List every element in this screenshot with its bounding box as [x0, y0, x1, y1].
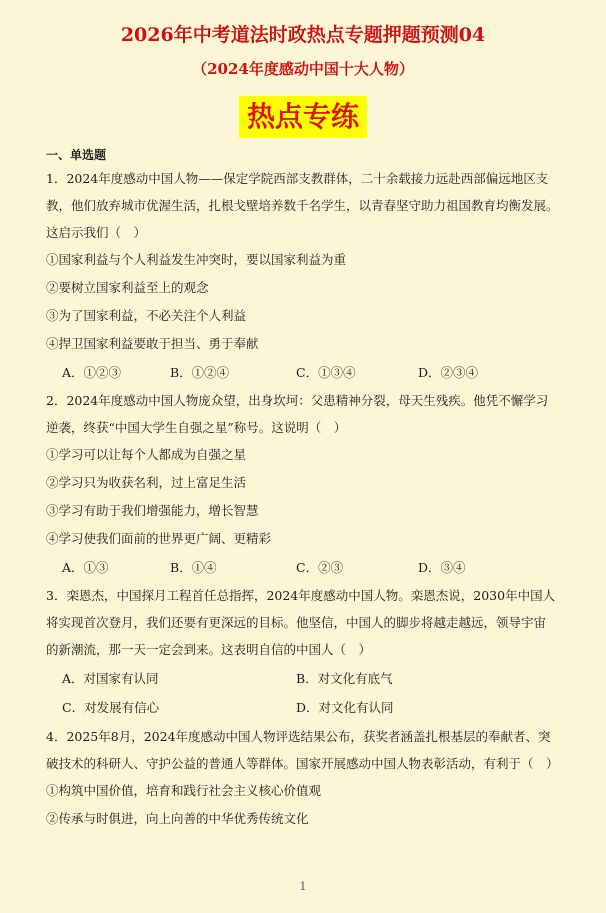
q2-stem-line: 2．2024年度感动中国人物庞众望，出身坎坷：父患精神分裂，母天生残疾。他凭不懈学习 — [46, 393, 549, 408]
q2-item: ②学习只为收获名利，过上富足生活 — [46, 475, 247, 490]
q1-item: ③为了国家利益，不必关注个人利益 — [46, 308, 247, 323]
q3-stem-line: 将实现首次登月，我们还要有更深远的目标。他坚信，中国人的脚步将越走越远，领导宇宙 — [46, 615, 547, 630]
q1-option-d: D．②③④ — [418, 365, 479, 380]
q4-item: ①构筑中国价值，培育和践行社会主义核心价值观 — [46, 783, 322, 798]
q3-option-a: A．对国家有认同 — [62, 671, 159, 686]
q3-option-d: D．对文化有认同 — [296, 700, 394, 715]
q1-stem-line: 教，他们放弃城市优渥生活，扎根戈壁培养数千名学生，以青春坚守助力祖国教育均衡发展。 — [46, 198, 559, 213]
q3-stem-line: 3．栾恩杰，中国探月工程首任总指挥，2024年度感动中国人物。栾恩杰说，2030年中国人 — [46, 588, 556, 603]
q1-item: ②要树立国家利益至上的观念 — [46, 280, 209, 295]
hotspot-banner: 热点专练 — [239, 96, 367, 138]
q1-stem-line: 这启示我们（ ） — [46, 225, 147, 240]
q2-option-c: C．②③ — [296, 560, 344, 575]
document-subtitle: （2024年度感动中国十大人物） — [192, 60, 414, 78]
q1-item: ④捍卫国家利益要敢于担当、勇于奉献 — [46, 336, 259, 351]
q2-item: ①学习可以让每个人都成为自强之星 — [46, 447, 247, 462]
document-title: 2026年中考道法时政热点专题押题预测04 — [120, 24, 486, 46]
q1-option-b: B．①②④ — [170, 365, 230, 380]
q4-stem-line: 4．2025年8月，2024年度感动中国人物评选结果公布，获奖者涵盖扎根基层的奉献者、突 — [46, 729, 551, 744]
q3-stem-line: 的新潮流，那一天一定会到来。这表明自信的中国人（ ） — [46, 642, 372, 657]
q3-option-b: B．对文化有底气 — [296, 671, 393, 686]
q2-option-d: D．③④ — [418, 560, 466, 575]
q1-option-a: A．①②③ — [62, 365, 122, 380]
q2-item: ④学习使我们面前的世界更广阔、更精彩 — [46, 531, 272, 546]
section-heading: 一、单选题 — [46, 148, 107, 162]
page-number: 1 — [299, 880, 307, 893]
q2-option-b: B．①④ — [170, 560, 217, 575]
q1-stem-line: 1．2024年度感动中国人物——保定学院西部支教群体，二十余载接力远赴西部偏远地区支 — [46, 171, 549, 186]
q3-option-c: C．对发展有信心 — [62, 700, 160, 715]
q2-stem-line: 逆袭，终获“中国大学生自强之星”称号。这说明（ ） — [46, 420, 347, 435]
q4-item: ②传承与时俱进，向上向善的中华优秀传统文化 — [46, 811, 309, 826]
q2-item: ③学习有助于我们增强能力，增长智慧 — [46, 503, 259, 518]
q1-item: ①国家利益与个人利益发生冲突时，要以国家利益为重 — [46, 252, 347, 267]
q2-option-a: A．①③ — [62, 560, 109, 575]
q1-option-c: C．①③④ — [296, 365, 356, 380]
q4-stem-line: 破技术的科研人、守护公益的普通人等群体。国家开展感动中国人物表彰活动，有利于（ ） — [46, 756, 559, 771]
